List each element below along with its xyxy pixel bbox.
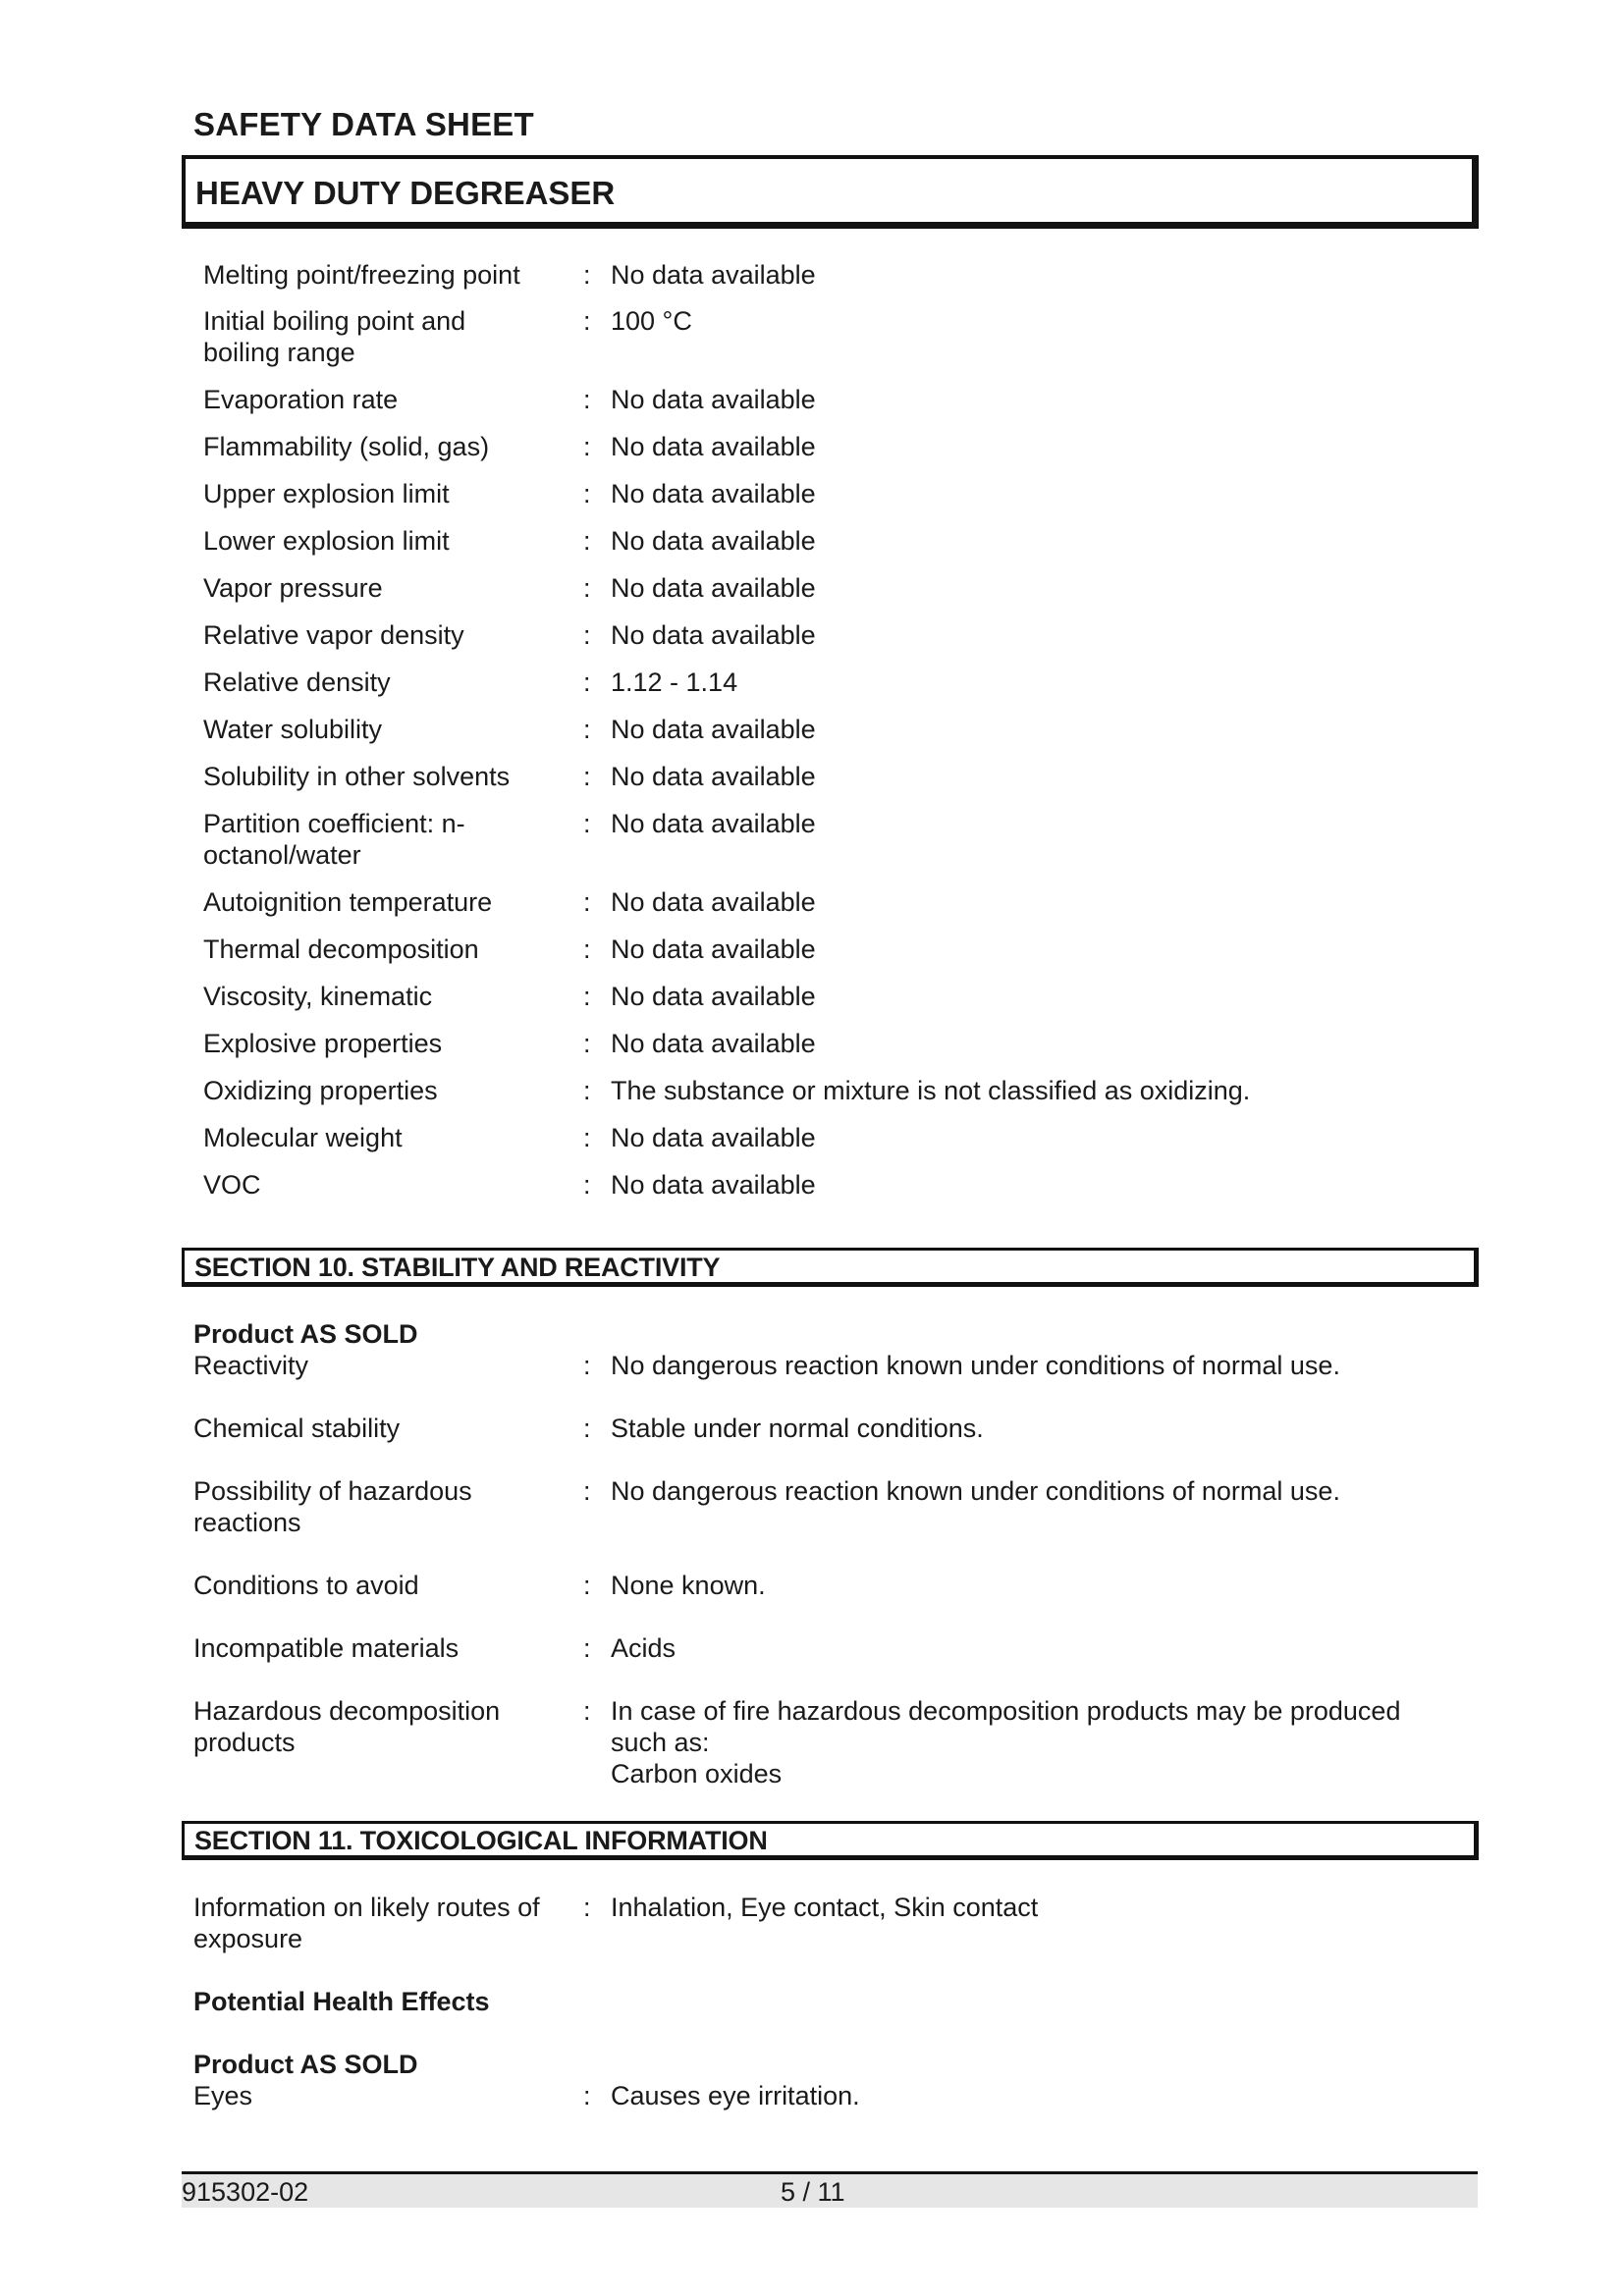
section-11-title: SECTION 11. TOXICOLOGICAL INFORMATION (194, 1826, 768, 1855)
section-row-label: Hazardous decomposition products (193, 1696, 501, 1757)
property-value: The substance or mixture is not classified as oxidizing. (611, 1076, 1251, 1105)
product-name-box (182, 155, 1479, 229)
property-value: No data available (611, 260, 816, 290)
property-colon: : (583, 1076, 591, 1105)
property-colon: : (583, 715, 591, 744)
property-label: Vapor pressure (203, 573, 383, 603)
property-label: Relative density (203, 667, 391, 697)
property-label: Water solubility (203, 715, 383, 744)
property-value: No data available (611, 432, 816, 461)
section-10-title: SECTION 10. STABILITY AND REACTIVITY (194, 1253, 721, 1282)
property-value: No data available (611, 573, 816, 603)
property-value: No data available (611, 934, 816, 964)
property-value: No data available (611, 887, 816, 917)
property-colon: : (583, 432, 591, 461)
property-label: Thermal decomposition (203, 934, 479, 964)
property-colon: : (583, 762, 591, 791)
property-label: Solubility in other solvents (203, 762, 511, 791)
property-label: Melting point/freezing point (203, 260, 520, 290)
property-label: Upper explosion limit (203, 479, 450, 508)
section-row-colon: : (583, 2081, 591, 2110)
property-value: No data available (611, 479, 816, 508)
section-10-header (182, 1248, 1479, 1287)
property-label: Autoignition temperature (203, 887, 493, 917)
property-colon: : (583, 385, 591, 414)
section-row-value: No dangerous reaction known under conditions of normal use. (611, 1351, 1340, 1380)
property-value: 100 °C (611, 306, 692, 336)
section-row-colon: : (583, 1696, 591, 1726)
property-colon: : (583, 934, 591, 964)
property-colon: : (583, 1170, 591, 1200)
property-colon: : (583, 809, 591, 838)
property-label: Lower explosion limit (203, 526, 450, 556)
section-row-colon: : (583, 1476, 591, 1506)
document-title: SAFETY DATA SHEET (193, 106, 534, 142)
section-row-colon: : (583, 1633, 591, 1663)
property-label: Relative vapor density (203, 620, 464, 650)
section-row-colon: : (583, 1414, 591, 1443)
section-10-subheading: Product AS SOLD (193, 1319, 418, 1349)
section-row-label: Possibility of hazardous reactions (193, 1476, 472, 1537)
section-row-value: None known. (611, 1571, 766, 1600)
property-colon: : (583, 479, 591, 508)
property-value: No data available (611, 715, 816, 744)
section-row-colon: : (583, 1893, 591, 1922)
property-value: No data available (611, 762, 816, 791)
property-label: Molecular weight (203, 1123, 403, 1152)
property-label: Partition coefficient: n-octanol/water (203, 809, 465, 870)
property-colon: : (583, 667, 591, 697)
property-value: No data available (611, 1029, 816, 1058)
property-label: Flammability (solid, gas) (203, 432, 490, 461)
section-row-label: Information on likely routes of exposure (193, 1893, 540, 1953)
section-row-value: In case of fire hazardous decomposition products may be produced such as: (611, 1696, 1401, 1757)
property-colon: : (583, 306, 591, 336)
section-row-value: Inhalation, Eye contact, Skin contact (611, 1893, 1039, 1922)
property-colon: : (583, 887, 591, 917)
property-label: Evaporation rate (203, 385, 399, 414)
property-colon: : (583, 982, 591, 1011)
product-name: HEAVY DUTY DEGREASER (195, 175, 616, 211)
footer-document-number: 915302-02 (182, 2177, 309, 2207)
property-label: Initial boiling point and boiling range (203, 306, 466, 367)
section-row-value: Acids (611, 1633, 677, 1663)
section-row-colon: : (583, 1351, 591, 1380)
property-value: No data available (611, 385, 816, 414)
section-row-label: Chemical stability (193, 1414, 401, 1443)
property-value: No data available (611, 809, 816, 838)
property-colon: : (583, 620, 591, 650)
property-label: Explosive properties (203, 1029, 443, 1058)
section-row-label: Incompatible materials (193, 1633, 460, 1663)
section-row-label: Conditions to avoid (193, 1571, 419, 1600)
property-label: VOC (203, 1170, 261, 1200)
property-label: Viscosity, kinematic (203, 982, 433, 1011)
property-colon: : (583, 260, 591, 290)
section-row-value-extra: Carbon oxides (611, 1759, 783, 1789)
property-colon: : (583, 526, 591, 556)
section-11-subheading: Product AS SOLD (193, 2050, 418, 2079)
property-colon: : (583, 1123, 591, 1152)
section-11-header (182, 1821, 1479, 1860)
property-value: No data available (611, 526, 816, 556)
section-row-value: No dangerous reaction known under conditions of normal use. (611, 1476, 1340, 1506)
section-row-value: Stable under normal conditions. (611, 1414, 984, 1443)
property-value: No data available (611, 982, 816, 1011)
property-colon: : (583, 1029, 591, 1058)
footer-page-number: 5 / 11 (781, 2177, 845, 2207)
property-label: Oxidizing properties (203, 1076, 438, 1105)
section-row-label: Eyes (193, 2081, 253, 2110)
section-row-colon: : (583, 1571, 591, 1600)
property-value: No data available (611, 620, 816, 650)
section-row-value: Causes eye irritation. (611, 2081, 860, 2110)
property-value: No data available (611, 1123, 816, 1152)
property-value: 1.12 - 1.14 (611, 667, 738, 697)
potential-health-effects-heading: Potential Health Effects (193, 1987, 490, 2016)
property-value: No data available (611, 1170, 816, 1200)
property-colon: : (583, 573, 591, 603)
section-row-label: Reactivity (193, 1351, 309, 1380)
